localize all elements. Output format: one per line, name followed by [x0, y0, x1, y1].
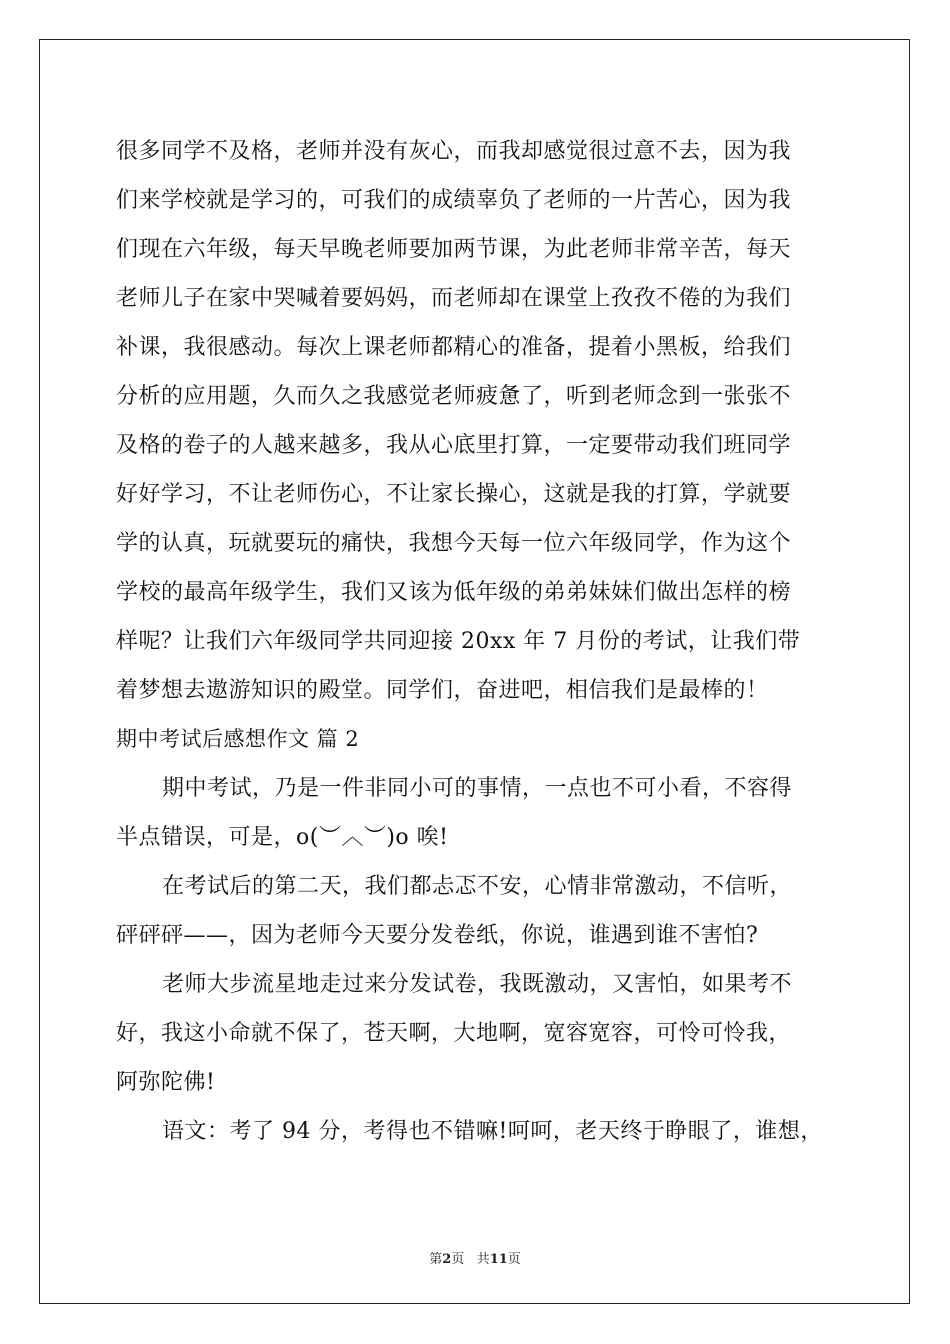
page-footer [0, 1248, 950, 1267]
footer-total-suffix: 页 [507, 1252, 521, 1267]
body-line-18: 老师大步流星地走过来分发试卷，我既激动，又害怕，如果考不 [162, 972, 793, 997]
body-line-16: 在考试后的第二天，我们都忐忑不安，心情非常激动，不信听， [162, 874, 793, 899]
footer-page-suffix: 页 [451, 1252, 465, 1267]
body-line-20: 阿弥陀佛! [116, 1070, 216, 1095]
footer-page-number: 2 [442, 1252, 452, 1267]
document-body [116, 127, 836, 1156]
body-line-12: 着梦想去遨游知识的殿堂。同学们，奋进吧，相信我们是最棒的！ [116, 678, 769, 703]
body-line-10: 学校的最高年级学生，我们又该为低年级的弟弟妹妹们做出怎样的榜 [116, 580, 792, 605]
body-line-9: 学的认真，玩就要玩的痛快，我想今天每一位六年级同学，作为这个 [116, 531, 792, 556]
body-line-1: 很多同学不及格，老师并没有灰心，而我却感觉很过意不去，因为我 [116, 139, 792, 164]
body-line-4: 老师儿子在家中哭喊着要妈妈，而老师却在课堂上孜孜不倦的为我们 [116, 286, 792, 311]
footer-prefix: 第 [429, 1252, 443, 1267]
body-line-21: 语文：考了 94 分，考得也不错嘛!呵呵，老天终于睁眼了，谁想， [162, 1119, 823, 1144]
body-line-3: 们现在六年级，每天早晚老师要加两节课，为此老师非常辛苦，每天 [116, 237, 792, 262]
body-line-11: 样呢？让我们六年级同学共同迎接 20xx 年 7 月份的考试，让我们带 [116, 629, 801, 654]
body-line-8: 好好学习，不让老师伤心，不让家长操心，这就是我的打算，学就要 [116, 482, 792, 507]
footer-total-prefix: 共 [476, 1252, 490, 1267]
section-heading: 期中考试后感想作文 篇 2 [116, 727, 360, 751]
footer-total-pages: 11 [489, 1252, 508, 1267]
body-line-14: 期中考试，乃是一件非同小可的事情，一点也不可小看，不容得 [162, 776, 793, 801]
body-line-2: 们来学校就是学习的，可我们的成绩辜负了老师的一片苦心，因为我 [116, 188, 792, 213]
body-line-7: 及格的卷子的人越来越多，我从心底里打算，一定要带动我们班同学 [116, 433, 792, 458]
body-line-5: 补课，我很感动。每次上课老师都精心的准备，提着小黑板，给我们 [116, 335, 792, 360]
body-line-19: 好，我这小命就不保了，苍天啊，大地啊，宽容宽容，可怜可怜我， [116, 1021, 792, 1046]
body-line-15: 半点错误，可是，o(︶︿︶)o 唉! [116, 825, 449, 850]
body-line-17: 砰砰砰——，因为老师今天要分发卷纸，你说，谁遇到谁不害怕? [116, 923, 759, 948]
body-line-6: 分析的应用题，久而久之我感觉老师疲惫了，听到老师念到一张张不 [116, 384, 792, 409]
